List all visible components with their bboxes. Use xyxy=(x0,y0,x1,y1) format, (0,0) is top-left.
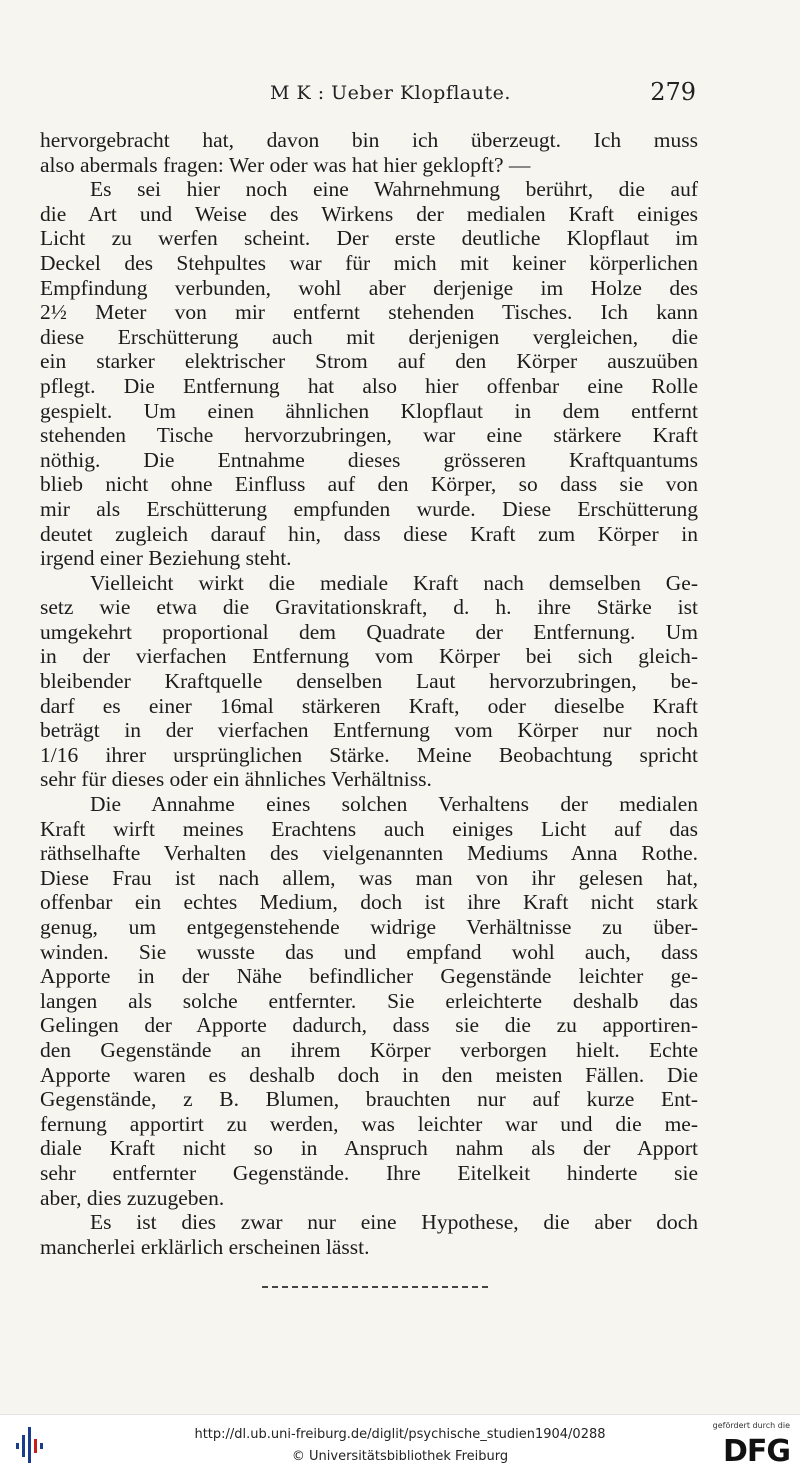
text-line: Empfindung verbunden, wohl aber derjenige im Holze des xyxy=(40,275,698,300)
text-line: Es sei hier noch eine Wahrnehmung berührt, die auf xyxy=(90,177,698,202)
text-line: langen als solche entfernter. Sie erleichterte deshalb das xyxy=(40,988,698,1013)
text-line: sehr entfernter Gegenstände. Ihre Eitelkeit hinderte sie xyxy=(40,1160,698,1185)
text-line: offenbar ein echtes Medium, doch ist ihre Kraft nicht stark xyxy=(40,890,698,915)
section-divider xyxy=(262,1286,488,1288)
text-line: aber, dies zuzugeben. xyxy=(40,1185,225,1210)
sponsor-mark: DFG xyxy=(722,1434,790,1469)
text-line: 1/16 ihrer ursprünglichen Stärke. Meine Beobachtung spricht xyxy=(40,742,698,767)
text-line: Diese Frau ist nach allem, was man von ihr gelesen hat, xyxy=(40,865,698,890)
text-line: beträgt in der vierfachen Entfernung vom Körper nur noch xyxy=(40,718,698,743)
text-line: Gelingen der Apporte dadurch, dass sie die zu apportiren- xyxy=(40,1013,698,1038)
text-line: mir als Erschütterung empfunden wurde. Diese Erschütterung xyxy=(40,496,698,521)
text-line: nöthig. Die Entnahme dieses grösseren Kraftquantums xyxy=(40,447,698,472)
text-line: Es ist dies zwar nur eine Hypothese, die aber doch xyxy=(90,1210,698,1235)
text-line: sehr für dieses oder ein ähnliches Verhältniss. xyxy=(40,767,432,792)
text-line: in der vierfachen Entfernung vom Körper bei sich gleich- xyxy=(40,644,698,669)
text-line: diale Kraft nicht so in Anspruch nahm als der Apport xyxy=(40,1136,698,1161)
viewer-footer xyxy=(0,1414,800,1473)
text-line: Gegenstände, z B. Blumen, brauchten nur auf kurze Ent- xyxy=(40,1087,698,1112)
text-line: blieb nicht ohne Einfluss auf den Körper, so dass sie von xyxy=(40,472,698,497)
text-line: die Art und Weise des Wirkens der medialen Kraft einiges xyxy=(40,201,698,226)
text-line: Vielleicht wirkt die mediale Kraft nach demselben Ge- xyxy=(90,570,698,595)
running-head: M K : Ueber Klopflaute. xyxy=(270,82,511,104)
text-line: darf es einer 16mal stärkeren Kraft, oder dieselbe Kraft xyxy=(40,693,698,718)
text-line: diese Erschütterung auch mit derjenigen vergleichen, die xyxy=(40,324,698,349)
text-line: fernung apportirt zu werden, was leichter war und die me- xyxy=(40,1111,698,1136)
text-line: den Gegenstände an ihrem Körper verborgen hielt. Echte xyxy=(40,1037,698,1062)
text-line: Die Annahme eines solchen Verhaltens der medialen xyxy=(90,792,698,817)
text-line: umgekehrt proportional dem Quadrate der Entfernung. Um xyxy=(40,619,698,644)
text-line: ein starker elektrischer Strom auf den Körper auszuüben xyxy=(40,349,698,374)
text-line: mancherlei erklärlich erscheinen lässt. xyxy=(40,1234,370,1259)
text-line: Apporte in der Nähe befindlicher Gegenstände leichter ge- xyxy=(40,964,698,989)
page-header xyxy=(40,78,696,112)
text-line: setz wie etwa die Gravitationskraft, d. h. ihre Stärke ist xyxy=(40,595,698,620)
text-line: Kraft wirft meines Erachtens auch einiges Licht auf das xyxy=(40,816,698,841)
text-line: räthselhafte Verhalten des vielgenannten Mediums Anna Rothe. xyxy=(40,841,698,866)
text-line: genug, um entgegenstehende widrige Verhältnisse zu über- xyxy=(40,915,698,939)
source-url[interactable]: http://dl.ub.uni-freiburg.de/diglit/psychische_studien1904/0288 xyxy=(194,1427,606,1442)
text-line: hervorgebracht hat, davon bin ich überzeugt. Ich muss xyxy=(40,128,698,152)
page-number: 279 xyxy=(650,78,696,106)
text-line: also abermals fragen: Wer oder was hat hier geklopft? — xyxy=(40,152,531,177)
text-line: Licht zu werfen scheint. Der erste deutliche Klopflaut im xyxy=(40,226,698,251)
text-line: stehenden Tische hervorzubringen, war eine stärkere Kraft xyxy=(40,423,698,448)
sponsor-caption: gefördert durch die xyxy=(712,1421,790,1430)
dfg-logo xyxy=(704,1421,790,1469)
text-line: 2½ Meter von mir entfernt stehenden Tisches. Ich kann xyxy=(40,300,698,325)
text-line: irgend einer Beziehung steht. xyxy=(40,546,292,571)
text-line: winden. Sie wusste das und empfand wohl auch, dass xyxy=(40,939,698,964)
copyright-notice: © Universitätsbibliothek Freiburg xyxy=(291,1449,509,1464)
text-line: pflegt. Die Entfernung hat also hier offenbar eine Rolle xyxy=(40,373,698,398)
text-line: deutet zugleich darauf hin, dass diese Kraft zum Körper in xyxy=(40,521,698,546)
text-line: gespielt. Um einen ähnlichen Klopflaut in dem entfernt xyxy=(40,398,698,423)
text-line: Deckel des Stehpultes war für mich mit keiner körperlichen xyxy=(40,250,698,275)
body-text xyxy=(40,128,698,1259)
text-line: bleibender Kraftquelle denselben Laut hervorzubringen, be- xyxy=(40,669,698,694)
text-line: Apporte waren es deshalb doch in den meisten Fällen. Die xyxy=(40,1062,698,1087)
